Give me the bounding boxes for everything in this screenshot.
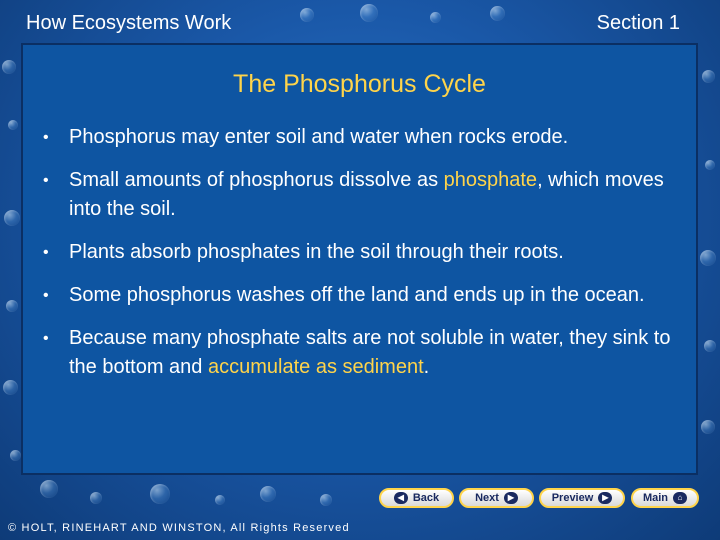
- bullet-dot: •: [43, 330, 49, 347]
- back-button-label: Back: [412, 492, 440, 504]
- bullet-text: , which moves into the soil.: [69, 169, 664, 220]
- bullet-text: Small amounts of phosphorus dissolve as: [69, 169, 444, 191]
- bullet-text: Because many phosphate salts are not soluble in water, they sink to the bottom and: [69, 327, 671, 378]
- bullet-item: [35, 281, 685, 310]
- bullet-dot: •: [43, 287, 49, 304]
- chapter-title: How Ecosystems Work: [26, 12, 232, 34]
- next-button[interactable]: [459, 488, 534, 508]
- section-label: Section 1: [596, 12, 680, 34]
- main-button[interactable]: [631, 488, 699, 508]
- preview-button[interactable]: [539, 488, 625, 508]
- bullet-dot: •: [43, 129, 49, 146]
- bullet-item: [35, 123, 685, 152]
- preview-button-label: Preview: [551, 492, 594, 504]
- bullet-text: .: [423, 356, 430, 378]
- preview-play-icon: ▶: [598, 492, 612, 504]
- bullet-dot: •: [43, 244, 49, 261]
- back-arrow-icon: ◀: [394, 492, 408, 504]
- highlight-term: accumulate as sediment: [207, 356, 424, 378]
- main-button-label: Main: [642, 492, 669, 504]
- bullet-item: [35, 238, 685, 267]
- bullet-list: [35, 123, 685, 396]
- bullet-text: Phosphorus may enter soil and water when rocks erode.: [69, 126, 569, 148]
- home-icon: ⌂: [673, 492, 687, 504]
- bullet-dot: •: [43, 172, 49, 189]
- bullet-text: Plants absorb phosphates in the soil through their roots.: [69, 241, 564, 263]
- bullet-item: [35, 166, 685, 224]
- next-button-label: Next: [475, 492, 499, 504]
- back-button[interactable]: [379, 488, 454, 508]
- bullet-text: Some phosphorus washes off the land and ends up in the ocean.: [69, 284, 645, 306]
- slide-title: The Phosphorus Cycle: [233, 70, 486, 98]
- content-panel: [21, 43, 698, 475]
- bullet-item: [35, 324, 685, 382]
- next-arrow-icon: ▶: [504, 492, 518, 504]
- copyright-footer: © HOLT, RINEHART AND WINSTON, All Rights Reserved: [8, 522, 350, 534]
- highlight-term: phosphate: [443, 169, 538, 191]
